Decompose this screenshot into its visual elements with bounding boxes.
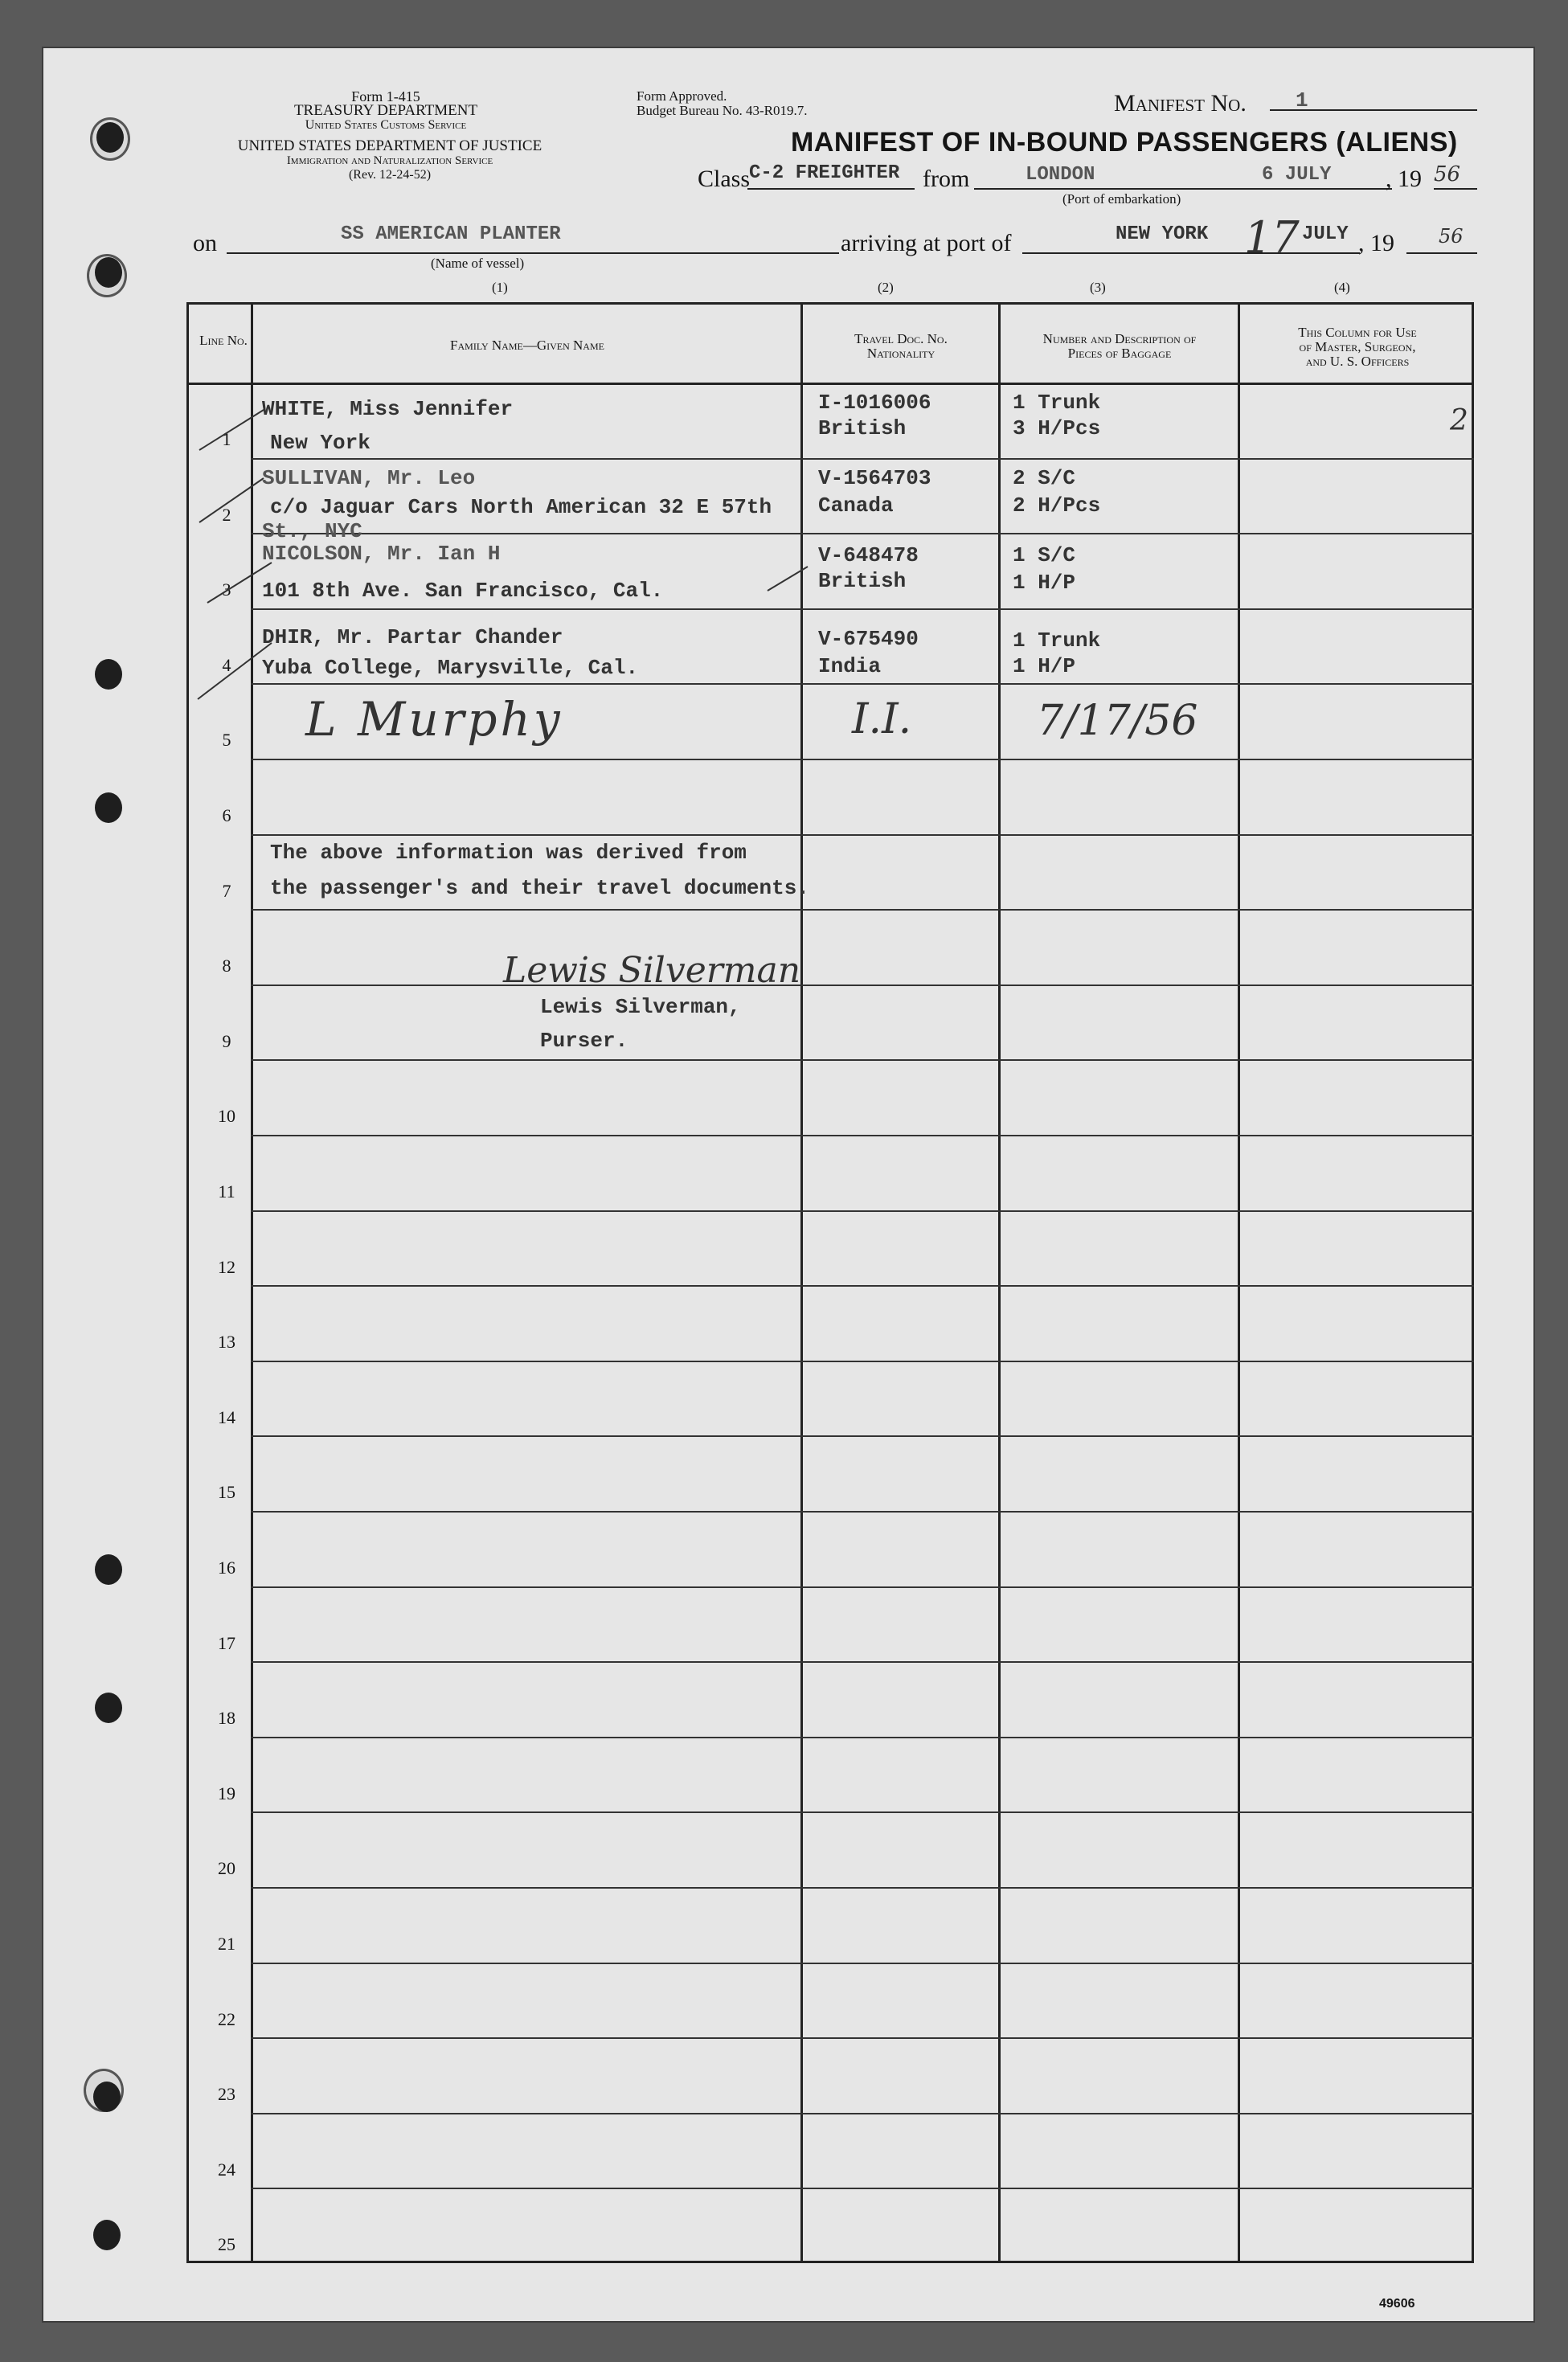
row-rule xyxy=(251,1135,1474,1136)
inspection-date: 7/17/56 xyxy=(1037,697,1198,745)
line-number: 5 xyxy=(222,730,231,750)
column-number-1: (1) xyxy=(492,280,508,295)
line-number: 23 xyxy=(218,2084,235,2104)
row-rule xyxy=(251,1511,1474,1513)
passenger-2-name: SULLIVAN, Mr. Leo xyxy=(262,466,476,490)
passenger-4-bag2: 1 H/P xyxy=(1013,654,1076,678)
passenger-1-nationality: British xyxy=(818,416,907,440)
row-rule xyxy=(251,1285,1474,1287)
arrival-year-prefix: , 19 xyxy=(1358,230,1394,256)
year-line xyxy=(1434,188,1477,190)
row-rule xyxy=(251,2037,1474,2039)
line-number: 21 xyxy=(218,1934,235,1954)
row-rule xyxy=(251,1963,1474,1964)
header-officers-line1: This Column for Use xyxy=(1298,325,1417,340)
immigration-service: Immigration and Naturalization Service xyxy=(286,154,493,167)
row-rule xyxy=(251,1210,1474,1212)
row-rule xyxy=(251,1586,1474,1588)
passenger-1-name: WHITE, Miss Jennifer xyxy=(262,397,514,421)
passenger-2-bag1: 2 S/C xyxy=(1013,466,1076,490)
check-marks xyxy=(183,386,280,723)
row-rule xyxy=(251,1887,1474,1889)
department-of-justice: UNITED STATES DEPARTMENT OF JUSTICE xyxy=(237,137,542,154)
header-officers-line2: of Master, Surgeon, xyxy=(1299,339,1416,354)
from-label: from xyxy=(923,166,970,192)
header-nationality: Nationality xyxy=(866,346,935,361)
line-number: 15 xyxy=(218,1482,235,1502)
line-number: 9 xyxy=(222,1031,231,1051)
punch-hole xyxy=(93,2082,121,2112)
manifest-no-value: 1 xyxy=(1296,88,1308,113)
header-line-no: Line No. xyxy=(199,333,248,348)
statement-line1: The above information was derived from xyxy=(270,841,747,865)
passenger-3-nationality: British xyxy=(818,569,907,593)
passenger-3-name: NICOLSON, Mr. Ian H xyxy=(262,542,501,566)
column-number-4: (4) xyxy=(1334,280,1350,295)
footer-code: 49606 xyxy=(1379,2297,1415,2311)
vessel-line xyxy=(227,252,839,254)
line-number: 8 xyxy=(222,956,231,976)
row-rule xyxy=(251,458,1474,460)
line-number: 22 xyxy=(218,2009,235,2029)
arrival-day: 17 xyxy=(1244,212,1300,263)
row-rule xyxy=(251,1361,1474,1362)
punch-hole xyxy=(95,1693,122,1723)
row-rule xyxy=(251,2188,1474,2189)
class-line xyxy=(747,188,915,190)
inspector-signature: L Murphy xyxy=(305,692,563,747)
port-caption: (Port of embarkation) xyxy=(1062,191,1181,207)
column-divider xyxy=(998,302,1001,2263)
line-number: 20 xyxy=(218,1858,235,1878)
passenger-2-doc: V-1564703 xyxy=(818,466,931,490)
row-rule xyxy=(251,1661,1474,1663)
port-of-embarkation: LONDON xyxy=(1026,164,1095,186)
purser-title: Purser. xyxy=(540,1029,628,1053)
row-rule xyxy=(251,1811,1474,1813)
line-number: 19 xyxy=(218,1783,235,1803)
line-number: 4 xyxy=(222,655,231,675)
passenger-4-address: Yuba College, Marysville, Cal. xyxy=(262,656,639,680)
punch-hole xyxy=(95,257,122,288)
passenger-3-bag1: 1 S/C xyxy=(1013,543,1076,567)
form-approved: Form Approved. xyxy=(637,88,727,104)
row-rule xyxy=(251,909,1474,911)
line-number: 16 xyxy=(218,1558,235,1578)
passenger-2-address2: St., NYC xyxy=(262,519,362,543)
class-value: C-2 FREIGHTER xyxy=(749,162,900,184)
year-prefix: , 19 xyxy=(1386,166,1422,192)
row-rule xyxy=(251,759,1474,760)
treasury-department: TREASURY DEPARTMENT xyxy=(293,102,478,119)
arrival-month: JULY xyxy=(1302,223,1349,245)
passenger-1-bag2: 3 H/Pcs xyxy=(1013,416,1101,440)
line-number: 18 xyxy=(218,1708,235,1728)
arrival-line xyxy=(1022,252,1360,254)
line-number: 17 xyxy=(218,1633,235,1653)
purser-name: Lewis Silverman, xyxy=(540,995,741,1019)
header-baggage-line2: Pieces of Baggage xyxy=(1067,346,1172,361)
passenger-4-doc: V-675490 xyxy=(818,627,919,651)
row-rule xyxy=(251,834,1474,836)
passenger-4-name: DHIR, Mr. Partar Chander xyxy=(262,625,563,649)
manifest-no-label: Manifest No. xyxy=(1114,90,1247,117)
class-label: Class xyxy=(698,166,751,192)
line-number: 13 xyxy=(218,1332,235,1352)
punch-hole xyxy=(95,792,122,823)
row-rule xyxy=(251,1059,1474,1061)
line-number: 14 xyxy=(218,1407,235,1427)
row-rule xyxy=(251,1435,1474,1437)
form-number: Form 1-415 xyxy=(351,88,420,104)
line-number: 24 xyxy=(218,2159,235,2180)
passenger-3-address: 101 8th Ave. San Francisco, Cal. xyxy=(262,579,664,603)
row-rule xyxy=(251,2113,1474,2114)
line-number: 3 xyxy=(222,579,231,600)
column-divider xyxy=(800,302,803,2263)
header-officers-line3: and U. S. Officers xyxy=(1305,354,1410,369)
passenger-2-address: c/o Jaguar Cars North American 32 E 57th xyxy=(270,495,772,519)
passenger-1-officer-mark: 2 xyxy=(1450,404,1468,437)
check-mark-row3 xyxy=(764,563,812,595)
column-number-2: (2) xyxy=(878,280,894,295)
row-rule xyxy=(251,1737,1474,1738)
passenger-1-doc: I-1016006 xyxy=(818,391,931,415)
row-rule xyxy=(251,608,1474,610)
passenger-4-bag1: 1 Trunk xyxy=(1013,628,1101,653)
form-revision: (Rev. 12-24-52) xyxy=(348,168,432,182)
from-line xyxy=(974,188,1392,190)
line-number: 6 xyxy=(222,805,231,825)
passenger-1-address: New York xyxy=(270,431,371,455)
manifest-title: MANIFEST OF IN-BOUND PASSENGERS (ALIENS) xyxy=(791,127,1458,158)
row-rule xyxy=(251,683,1474,685)
arrival-year-line xyxy=(1406,252,1477,254)
header-rule xyxy=(186,383,1474,385)
arrival-port: NEW YORK xyxy=(1116,223,1209,245)
header-travel-doc: Travel Doc. No. xyxy=(854,331,948,346)
inspector-initials: I.I. xyxy=(852,695,912,743)
line-number: 2 xyxy=(222,505,231,525)
column-divider xyxy=(1238,302,1240,2263)
departure-date: 6 JULY xyxy=(1262,164,1332,186)
passenger-4-nationality: India xyxy=(818,654,882,678)
line-number: 11 xyxy=(218,1181,235,1201)
line-number: 7 xyxy=(222,881,231,901)
header-baggage-line1: Number and Description of xyxy=(1042,331,1197,346)
line-number: 10 xyxy=(218,1106,235,1126)
punch-hole xyxy=(93,2220,121,2250)
line-number: 1 xyxy=(222,429,231,449)
line-number: 12 xyxy=(218,1257,235,1277)
header-family-name: Family Name—Given Name xyxy=(450,338,604,353)
line-number: 25 xyxy=(218,2234,235,2254)
arriving-label: arriving at port of xyxy=(841,230,1012,256)
on-label: on xyxy=(193,230,217,256)
passenger-2-bag2: 2 H/Pcs xyxy=(1013,493,1101,518)
arrival-year-suffix: 56 xyxy=(1439,225,1464,248)
passenger-3-doc: V-648478 xyxy=(818,543,919,567)
customs-service: United States Customs Service xyxy=(305,118,467,132)
budget-bureau: Budget Bureau No. 43-R019.7. xyxy=(637,103,808,118)
punch-hole xyxy=(96,122,124,153)
vessel-name: SS AMERICAN PLANTER xyxy=(341,223,561,245)
row-rule xyxy=(251,533,1474,534)
statement-line2: the passenger's and their travel documents. xyxy=(270,876,809,900)
punch-hole xyxy=(95,659,122,690)
punch-hole xyxy=(95,1554,122,1585)
year-suffix: 56 xyxy=(1434,162,1461,186)
row-rule xyxy=(251,985,1474,986)
purser-signature: Lewis Silverman xyxy=(503,950,801,991)
passenger-1-bag1: 1 Trunk xyxy=(1013,391,1101,415)
column-number-3: (3) xyxy=(1090,280,1106,295)
passenger-3-bag2: 1 H/P xyxy=(1013,571,1076,595)
vessel-caption: (Name of vessel) xyxy=(431,256,525,271)
passenger-2-nationality: Canada xyxy=(818,493,894,518)
